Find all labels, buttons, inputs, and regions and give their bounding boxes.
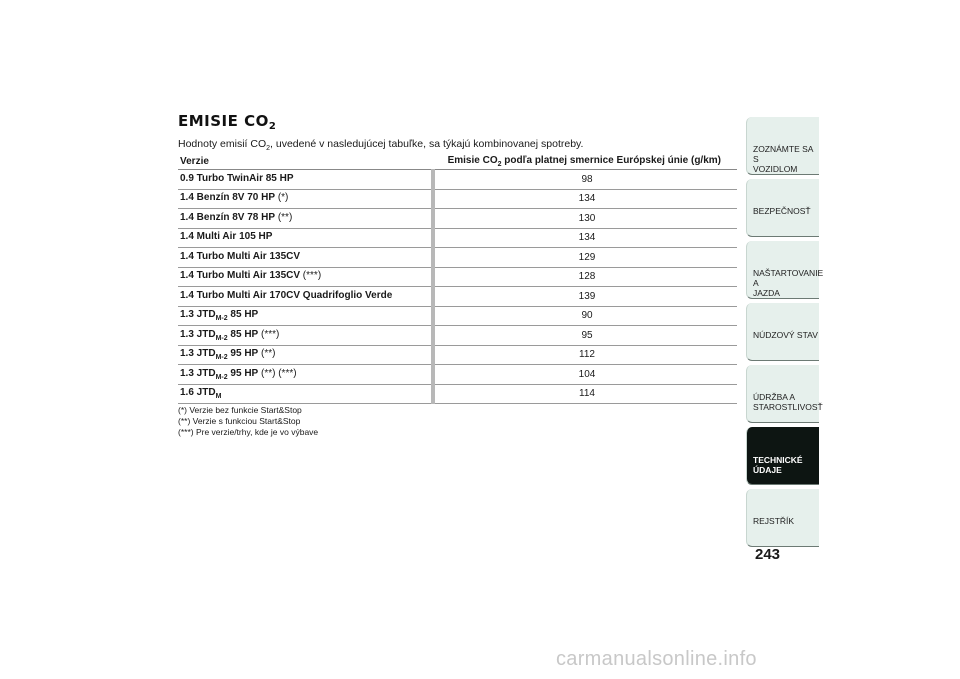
table-row: [178, 287, 737, 307]
sidebar-tab[interactable]: [746, 427, 819, 485]
sidebar-tab[interactable]: [746, 303, 819, 361]
table-row: [178, 365, 737, 385]
table-row: [178, 345, 737, 365]
emissions-table: [178, 153, 737, 404]
sidebar-tab-label: STAROSTLIVOSŤ: [753, 402, 823, 412]
sidebar-tab-label: NÚDZOVÝ STAV: [753, 330, 818, 340]
version-name: 0.9 Turbo TwinAir 85 HP: [178, 170, 433, 190]
section-title: EMISIE $CO_2$: [178, 112, 277, 132]
sidebar-tab-label: TECHNICKÉ ÚDAJE: [753, 455, 803, 475]
table-row: [178, 267, 737, 287]
footnote: (*) Verzie bez funkcie Start&Stop: [178, 405, 302, 415]
table-row: [178, 228, 737, 248]
version-name: 1.3 $JTD_{M-2}$ 85 HP: [178, 306, 433, 326]
table-row: [178, 248, 737, 268]
page-number: 243: [755, 546, 781, 563]
sidebar-tab-label: ZOZNÁMTE SA S: [753, 144, 813, 164]
table-row: [178, 189, 737, 209]
sidebar-tab[interactable]: [746, 489, 819, 547]
header-version: Verzie: [178, 153, 433, 170]
emission-value: 134: [433, 228, 737, 248]
sidebar-tab-label: BEZPEČNOSŤ: [753, 206, 811, 216]
footnotes: [178, 405, 318, 438]
emission-value: 129: [433, 248, 737, 268]
version-name: 1.6 $JTD_M$: [178, 384, 433, 404]
emission-value: 112: [433, 345, 737, 365]
table-header-row: [178, 153, 737, 170]
version-name: 1.4 Turbo Multi Air 170CV Quadrifoglio Verde: [178, 287, 433, 307]
version-name: 1.3 $JTD_{M-2}$ 85 HP (***): [178, 326, 433, 346]
emission-value: 130: [433, 209, 737, 229]
version-name: 1.3 $JTD_{M-2}$ 95 HP (**) (***): [178, 365, 433, 385]
sidebar-tab[interactable]: [746, 365, 823, 423]
sidebar-tab-label: NAŠTARTOVANIE A: [753, 268, 824, 288]
emission-value: 104: [433, 365, 737, 385]
chapter-sidebar: [746, 117, 824, 551]
table-row: [178, 384, 737, 404]
table-row: [178, 306, 737, 326]
sidebar-tab-label: VOZIDLOM: [753, 164, 798, 174]
header-emission: Emisie $CO_2$ podľa platnej smernice Európskej únie (g/km): [433, 153, 737, 170]
intro-text: Hodnoty emisií $CO_2$, uvedené v nasledujúcej tabuľke, sa týkajú kombinovanej spotreby.: [178, 138, 584, 153]
sidebar-tab[interactable]: [746, 241, 824, 299]
sidebar-tab-label: REJSTŘÍK: [753, 516, 795, 526]
version-name: 1.4 Turbo Multi Air 135CV (***): [178, 267, 433, 287]
emission-value: 90: [433, 306, 737, 326]
table-row: [178, 209, 737, 229]
sidebar-tab[interactable]: [746, 179, 819, 237]
emission-value: 134: [433, 189, 737, 209]
sidebar-tab-label: JAZDA: [753, 288, 780, 298]
emission-value: 98: [433, 170, 737, 190]
sidebar-tab-label: ÚDRŽBA A: [753, 392, 796, 402]
version-name: 1.4 Turbo Multi Air 135CV: [178, 248, 433, 268]
watermark: carmanualsonline.info: [556, 648, 757, 670]
version-name: 1.4 Multi Air 105 HP: [178, 228, 433, 248]
table-row: [178, 326, 737, 346]
table-row: [178, 170, 737, 190]
version-name: 1.4 Benzín 8V 70 HP (*): [178, 189, 433, 209]
emission-value: 95: [433, 326, 737, 346]
emission-value: 128: [433, 267, 737, 287]
emission-value: 139: [433, 287, 737, 307]
version-name: 1.3 $JTD_{M-2}$ 95 HP (**): [178, 345, 433, 365]
footnote: (***) Pre verzie/trhy, kde je vo výbave: [178, 427, 319, 437]
footnote: (**) Verzie s funkciou Start&Stop: [178, 416, 301, 426]
sidebar-tab[interactable]: [746, 117, 819, 175]
emission-value: 114: [433, 384, 737, 404]
version-name: 1.4 Benzín 8V 78 HP (**): [178, 209, 433, 229]
